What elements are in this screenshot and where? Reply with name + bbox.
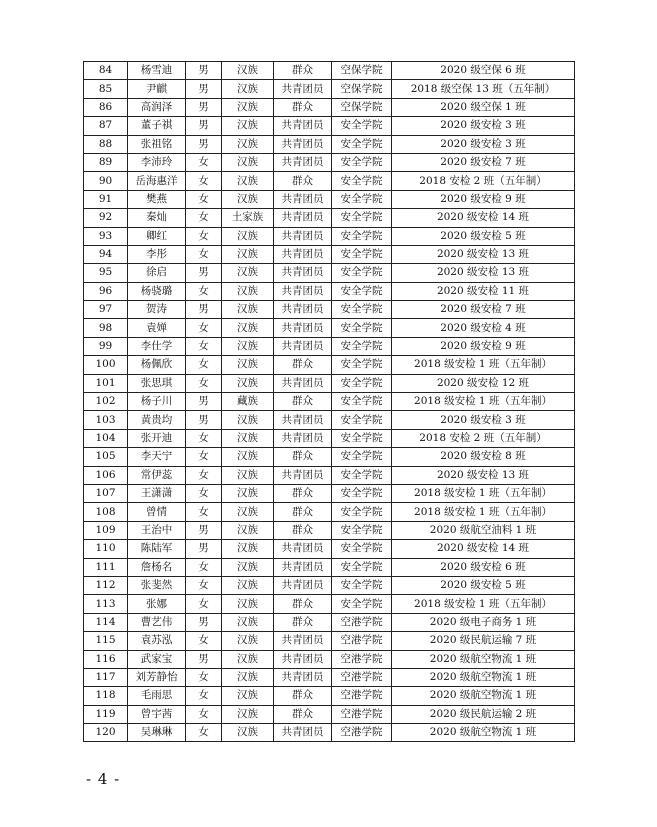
name-cell: 毛雨思 [128,687,186,705]
name-cell: 武家宝 [128,650,186,668]
name-cell: 徐启 [128,264,186,282]
gender-cell: 女 [186,337,222,355]
college-cell: 安全学院 [332,374,392,392]
gender-cell: 女 [186,190,222,208]
name-cell: 李仕学 [128,337,186,355]
table-row [84,466,575,484]
political-status-cell: 共青团员 [274,135,332,153]
class-cell: 2020 级安检 3 班 [392,411,575,429]
table-row [84,411,575,429]
ethnicity-cell: 汉族 [222,650,274,668]
row-number-cell: 100 [84,356,128,374]
ethnicity-cell: 汉族 [222,540,274,558]
political-status-cell: 共青团员 [274,227,332,245]
gender-cell: 女 [186,282,222,300]
row-number-cell: 86 [84,98,128,116]
row-number-cell: 89 [84,153,128,171]
gender-cell: 女 [186,209,222,227]
political-status-cell: 共青团员 [274,466,332,484]
gender-cell: 女 [186,319,222,337]
row-number-cell: 119 [84,705,128,723]
class-cell: 2020 级安检 3 班 [392,117,575,135]
row-number-cell: 96 [84,282,128,300]
row-number-cell: 105 [84,448,128,466]
gender-cell: 男 [186,117,222,135]
college-cell: 安全学院 [332,411,392,429]
name-cell: 岳海惠洋 [128,172,186,190]
name-cell: 秦灿 [128,209,186,227]
row-number-cell: 108 [84,503,128,521]
table-row [84,301,575,319]
gender-cell: 女 [186,356,222,374]
class-cell: 2018 安检 2 班（五年制） [392,429,575,447]
student-roster-table [83,61,575,742]
gender-cell: 女 [186,245,222,263]
table-row [84,374,575,392]
gender-cell: 女 [186,558,222,576]
table-row [84,558,575,576]
college-cell: 安全学院 [332,448,392,466]
row-number-cell: 104 [84,429,128,447]
college-cell: 空港学院 [332,613,392,631]
gender-cell: 女 [186,227,222,245]
ethnicity-cell: 汉族 [222,153,274,171]
table-row [84,724,575,742]
class-cell: 2018 级安检 1 班（五年制） [392,484,575,502]
ethnicity-cell: 汉族 [222,595,274,613]
class-cell: 2020 级航空物流 1 班 [392,687,575,705]
class-cell: 2020 级电子商务 1 班 [392,613,575,631]
row-number-cell: 88 [84,135,128,153]
class-cell: 2020 级安检 13 班 [392,245,575,263]
name-cell: 李天宁 [128,448,186,466]
political-status-cell: 共青团员 [274,301,332,319]
political-status-cell: 群众 [274,484,332,502]
college-cell: 空港学院 [332,668,392,686]
political-status-cell: 共青团员 [274,80,332,98]
row-number-cell: 107 [84,484,128,502]
ethnicity-cell: 汉族 [222,484,274,502]
class-cell: 2020 级安检 14 班 [392,209,575,227]
gender-cell: 女 [186,632,222,650]
row-number-cell: 98 [84,319,128,337]
table-row [84,632,575,650]
political-status-cell: 共青团员 [274,190,332,208]
class-cell: 2020 级安检 13 班 [392,264,575,282]
name-cell: 曾情 [128,503,186,521]
class-cell: 2018 级空保 13 班（五年制） [392,80,575,98]
name-cell: 袁苏泓 [128,632,186,650]
table-row [84,245,575,263]
table-row [84,282,575,300]
name-cell: 张思琪 [128,374,186,392]
row-number-cell: 103 [84,411,128,429]
name-cell: 詹杨名 [128,558,186,576]
class-cell: 2018 级安检 1 班（五年制） [392,503,575,521]
college-cell: 安全学院 [332,172,392,190]
class-cell: 2020 级安检 9 班 [392,337,575,355]
gender-cell: 女 [186,448,222,466]
class-cell: 2020 级安检 14 班 [392,540,575,558]
ethnicity-cell: 汉族 [222,687,274,705]
table-row [84,650,575,668]
political-status-cell: 共青团员 [274,153,332,171]
class-cell: 2020 级航空物流 1 班 [392,668,575,686]
gender-cell: 男 [186,650,222,668]
ethnicity-cell: 汉族 [222,117,274,135]
row-number-cell: 91 [84,190,128,208]
political-status-cell: 群众 [274,393,332,411]
gender-cell: 男 [186,393,222,411]
class-cell: 2018 级安检 1 班（五年制） [392,595,575,613]
table-row [84,62,575,80]
class-cell: 2020 级安检 6 班 [392,558,575,576]
gender-cell: 女 [186,172,222,190]
class-cell: 2020 级民航运输 2 班 [392,705,575,723]
row-number-cell: 109 [84,521,128,539]
college-cell: 安全学院 [332,595,392,613]
ethnicity-cell: 汉族 [222,724,274,742]
gender-cell: 男 [186,411,222,429]
college-cell: 空港学院 [332,724,392,742]
college-cell: 安全学院 [332,503,392,521]
college-cell: 安全学院 [332,117,392,135]
table-row [84,337,575,355]
political-status-cell: 共青团员 [274,576,332,594]
row-number-cell: 112 [84,576,128,594]
row-number-cell: 118 [84,687,128,705]
gender-cell: 女 [186,429,222,447]
college-cell: 安全学院 [332,393,392,411]
political-status-cell: 群众 [274,448,332,466]
name-cell: 吴琳琳 [128,724,186,742]
gender-cell: 女 [186,466,222,484]
political-status-cell: 群众 [274,98,332,116]
ethnicity-cell: 汉族 [222,80,274,98]
table-row [84,264,575,282]
gender-cell: 女 [186,374,222,392]
class-cell: 2020 级航空油料 1 班 [392,521,575,539]
name-cell: 曹艺伟 [128,613,186,631]
gender-cell: 男 [186,301,222,319]
class-cell: 2020 级安检 3 班 [392,135,575,153]
ethnicity-cell: 汉族 [222,705,274,723]
ethnicity-cell: 汉族 [222,172,274,190]
ethnicity-cell: 汉族 [222,558,274,576]
college-cell: 安全学院 [332,576,392,594]
row-number-cell: 99 [84,337,128,355]
name-cell: 曾宇茜 [128,705,186,723]
gender-cell: 男 [186,540,222,558]
gender-cell: 女 [186,668,222,686]
name-cell: 杨骁璐 [128,282,186,300]
ethnicity-cell: 汉族 [222,264,274,282]
table-row [84,80,575,98]
name-cell: 杨雪迪 [128,62,186,80]
class-cell: 2020 级安检 5 班 [392,227,575,245]
class-cell: 2020 级安检 7 班 [392,301,575,319]
name-cell: 黄贵均 [128,411,186,429]
class-cell: 2020 级安检 5 班 [392,576,575,594]
ethnicity-cell: 汉族 [222,503,274,521]
table-row [84,595,575,613]
political-status-cell: 共青团员 [274,411,332,429]
college-cell: 安全学院 [332,209,392,227]
political-status-cell: 共青团员 [274,117,332,135]
table-row [84,668,575,686]
ethnicity-cell: 汉族 [222,521,274,539]
gender-cell: 女 [186,484,222,502]
table-row [84,613,575,631]
gender-cell: 男 [186,62,222,80]
political-status-cell: 群众 [274,705,332,723]
name-cell: 董子祺 [128,117,186,135]
ethnicity-cell: 汉族 [222,227,274,245]
name-cell: 杨佩欣 [128,356,186,374]
row-number-cell: 120 [84,724,128,742]
gender-cell: 男 [186,613,222,631]
political-status-cell: 共青团员 [274,632,332,650]
name-cell: 陈陆军 [128,540,186,558]
political-status-cell: 共青团员 [274,668,332,686]
table-row [84,503,575,521]
ethnicity-cell: 汉族 [222,613,274,631]
ethnicity-cell: 汉族 [222,374,274,392]
class-cell: 2018 安检 2 班（五年制） [392,172,575,190]
college-cell: 安全学院 [332,558,392,576]
ethnicity-cell: 汉族 [222,668,274,686]
table-row [84,521,575,539]
class-cell: 2020 级空保 6 班 [392,62,575,80]
political-status-cell: 共青团员 [274,282,332,300]
table-row [84,393,575,411]
name-cell: 樊燕 [128,190,186,208]
college-cell: 安全学院 [332,356,392,374]
political-status-cell: 群众 [274,62,332,80]
political-status-cell: 共青团员 [274,650,332,668]
gender-cell: 女 [186,595,222,613]
college-cell: 安全学院 [332,227,392,245]
ethnicity-cell: 汉族 [222,448,274,466]
row-number-cell: 94 [84,245,128,263]
college-cell: 空保学院 [332,98,392,116]
table-row [84,153,575,171]
college-cell: 安全学院 [332,540,392,558]
class-cell: 2018 级安检 1 班（五年制） [392,393,575,411]
class-cell: 2020 级安检 12 班 [392,374,575,392]
ethnicity-cell: 汉族 [222,135,274,153]
political-status-cell: 群众 [274,595,332,613]
gender-cell: 女 [186,724,222,742]
name-cell: 杨子川 [128,393,186,411]
political-status-cell: 共青团员 [274,724,332,742]
gender-cell: 男 [186,135,222,153]
college-cell: 安全学院 [332,337,392,355]
college-cell: 空港学院 [332,687,392,705]
class-cell: 2020 级安检 9 班 [392,190,575,208]
row-number-cell: 116 [84,650,128,668]
college-cell: 安全学院 [332,466,392,484]
political-status-cell: 共青团员 [274,558,332,576]
row-number-cell: 110 [84,540,128,558]
name-cell: 高润泽 [128,98,186,116]
row-number-cell: 85 [84,80,128,98]
table-row [84,448,575,466]
college-cell: 安全学院 [332,484,392,502]
class-cell: 2020 级安检 7 班 [392,153,575,171]
name-cell: 尹麒 [128,80,186,98]
class-cell: 2020 级空保 1 班 [392,98,575,116]
college-cell: 空港学院 [332,705,392,723]
political-status-cell: 群众 [274,687,332,705]
ethnicity-cell: 汉族 [222,62,274,80]
name-cell: 李彤 [128,245,186,263]
row-number-cell: 111 [84,558,128,576]
row-number-cell: 115 [84,632,128,650]
table-row [84,319,575,337]
name-cell: 张斐然 [128,576,186,594]
ethnicity-cell: 土家族 [222,209,274,227]
college-cell: 空保学院 [332,62,392,80]
class-cell: 2020 级安检 11 班 [392,282,575,300]
gender-cell: 女 [186,687,222,705]
college-cell: 安全学院 [332,245,392,263]
ethnicity-cell: 藏族 [222,393,274,411]
ethnicity-cell: 汉族 [222,411,274,429]
row-number-cell: 90 [84,172,128,190]
gender-cell: 女 [186,153,222,171]
row-number-cell: 114 [84,613,128,631]
college-cell: 空港学院 [332,632,392,650]
table-row [84,98,575,116]
ethnicity-cell: 汉族 [222,319,274,337]
political-status-cell: 群众 [274,613,332,631]
row-number-cell: 106 [84,466,128,484]
name-cell: 刘芳静怡 [128,668,186,686]
class-cell: 2018 级安检 1 班（五年制） [392,356,575,374]
row-number-cell: 97 [84,301,128,319]
table-row [84,209,575,227]
row-number-cell: 92 [84,209,128,227]
ethnicity-cell: 汉族 [222,466,274,484]
class-cell: 2020 级民航运输 7 班 [392,632,575,650]
name-cell: 张祖铭 [128,135,186,153]
class-cell: 2020 级安检 13 班 [392,466,575,484]
table-row [84,687,575,705]
college-cell: 安全学院 [332,135,392,153]
class-cell: 2020 级安检 4 班 [392,319,575,337]
table-row [84,172,575,190]
political-status-cell: 共青团员 [274,209,332,227]
political-status-cell: 共青团员 [274,245,332,263]
ethnicity-cell: 汉族 [222,282,274,300]
ethnicity-cell: 汉族 [222,632,274,650]
political-status-cell: 群众 [274,521,332,539]
college-cell: 安全学院 [332,521,392,539]
page-number: - 4 - [86,770,121,788]
college-cell: 安全学院 [332,429,392,447]
ethnicity-cell: 汉族 [222,245,274,263]
college-cell: 安全学院 [332,319,392,337]
college-cell: 安全学院 [332,264,392,282]
name-cell: 王潇潇 [128,484,186,502]
ethnicity-cell: 汉族 [222,576,274,594]
political-status-cell: 共青团员 [274,264,332,282]
ethnicity-cell: 汉族 [222,337,274,355]
name-cell: 卿红 [128,227,186,245]
table-row [84,227,575,245]
political-status-cell: 群众 [274,172,332,190]
ethnicity-cell: 汉族 [222,301,274,319]
gender-cell: 女 [186,503,222,521]
gender-cell: 女 [186,576,222,594]
college-cell: 空港学院 [332,650,392,668]
college-cell: 安全学院 [332,190,392,208]
college-cell: 安全学院 [332,282,392,300]
row-number-cell: 84 [84,62,128,80]
gender-cell: 女 [186,705,222,723]
table-row [84,484,575,502]
gender-cell: 男 [186,264,222,282]
table-row [84,429,575,447]
ethnicity-cell: 汉族 [222,190,274,208]
table-row [84,576,575,594]
name-cell: 张娜 [128,595,186,613]
name-cell: 李沛玲 [128,153,186,171]
political-status-cell: 群众 [274,503,332,521]
row-number-cell: 101 [84,374,128,392]
name-cell: 贺涛 [128,301,186,319]
row-number-cell: 95 [84,264,128,282]
table-row [84,117,575,135]
name-cell: 常伊蕊 [128,466,186,484]
row-number-cell: 93 [84,227,128,245]
class-cell: 2020 级航空物流 1 班 [392,724,575,742]
political-status-cell: 共青团员 [274,337,332,355]
gender-cell: 男 [186,521,222,539]
row-number-cell: 113 [84,595,128,613]
college-cell: 安全学院 [332,153,392,171]
political-status-cell: 共青团员 [274,540,332,558]
row-number-cell: 102 [84,393,128,411]
roster-body [84,62,575,742]
gender-cell: 男 [186,80,222,98]
college-cell: 安全学院 [332,301,392,319]
name-cell: 袁婵 [128,319,186,337]
ethnicity-cell: 汉族 [222,429,274,447]
class-cell: 2020 级航空物流 1 班 [392,650,575,668]
political-status-cell: 共青团员 [274,374,332,392]
name-cell: 张开迪 [128,429,186,447]
row-number-cell: 87 [84,117,128,135]
ethnicity-cell: 汉族 [222,356,274,374]
college-cell: 空保学院 [332,80,392,98]
name-cell: 王治中 [128,521,186,539]
political-status-cell: 共青团员 [274,429,332,447]
table-row [84,190,575,208]
row-number-cell: 117 [84,668,128,686]
table-row [84,356,575,374]
ethnicity-cell: 汉族 [222,98,274,116]
table-row [84,705,575,723]
class-cell: 2020 级安检 8 班 [392,448,575,466]
political-status-cell: 共青团员 [274,319,332,337]
table-row [84,135,575,153]
gender-cell: 男 [186,98,222,116]
political-status-cell: 群众 [274,356,332,374]
table-row [84,540,575,558]
